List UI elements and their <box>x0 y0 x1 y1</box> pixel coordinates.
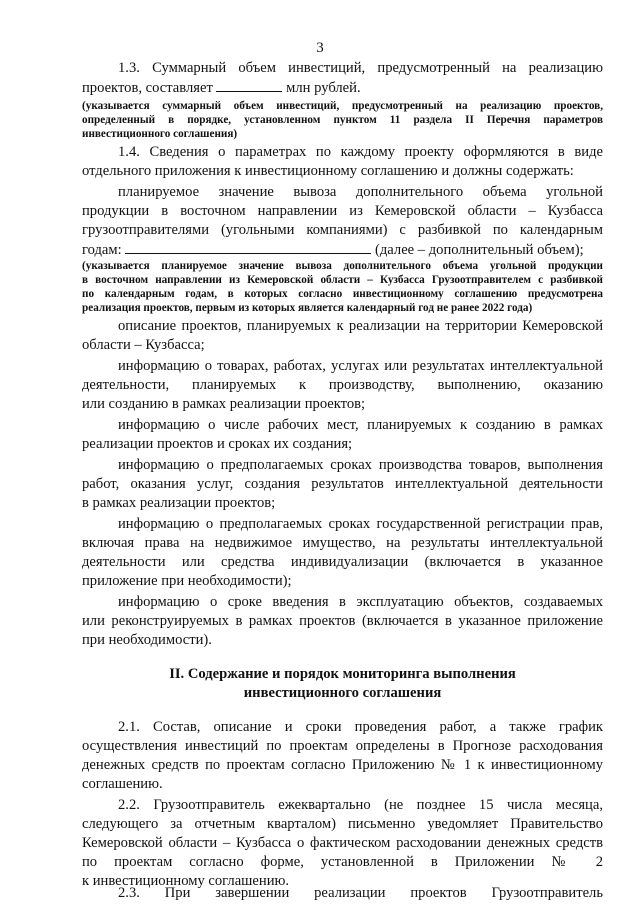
note-line: в восточном направлении из Кемеровской области – Кузбасса Грузоотправителем с разбивкой <box>82 274 603 286</box>
blank-field <box>125 240 371 254</box>
text-line: соглашению. <box>82 776 163 792</box>
blank-field <box>216 78 282 92</box>
text-line: 2.2. Грузоотправитель ежеквартально (не позднее 15 числа месяца, <box>118 797 603 813</box>
page-number: 3 <box>316 40 324 56</box>
text-line: 1.4. Сведения о параметрах по каждому проекту оформляются в виде <box>118 144 603 160</box>
text-line: 1.3. Суммарный объем инвестиций, предусмотренный на реализацию <box>118 60 603 76</box>
text-line: по проектам согласно форме, установленной в Приложении № 2 <box>82 854 603 870</box>
note-line: определенный в порядке, установленном пунктом 11 раздела II Перечня параметров <box>82 114 603 126</box>
text-line: информацию о предполагаемых сроках производства товаров, выполнения <box>118 457 603 473</box>
text-line: включая права на недвижимое имущество, на результаты интеллектуальной <box>82 535 603 551</box>
text-line: информацию о предполагаемых сроках государственной регистрации прав, <box>118 516 603 532</box>
text-line: следующего за отчетным кварталом) письменно уведомляет Правительство <box>82 816 603 832</box>
text-line: денежных средств по проектам согласно Приложению № 1 к инвестиционному <box>82 757 603 773</box>
text-line: деятельности или средства индивидуализации (включается в указанное <box>82 554 603 570</box>
text-line: продукции в восточном направлении из Кемеровской области – Кузбасса <box>82 203 603 219</box>
text-line: описание проектов, планируемых к реализации на территории Кемеровской <box>118 318 603 334</box>
note-line: реализация проектов, первым из которых является календарный год не ранее 2022 года) <box>82 302 533 314</box>
text-line: реализации проектов и сроках их создания; <box>82 436 353 452</box>
text-line: или созданию в рамках реализации проектов; <box>82 396 366 412</box>
text-line: информацию о сроке введения в эксплуатацию объектов, создаваемых <box>118 594 603 610</box>
section-heading: II. Содержание и порядок мониторинга выполнения <box>169 666 516 682</box>
text-line: осуществления инвестиций по проектам определены в Прогнозе расходования <box>82 738 603 754</box>
text-line: годам: (далее – дополнительный объем); <box>82 242 584 258</box>
text-line: при необходимости). <box>82 632 212 648</box>
text-line: проектов, составляет млн рублей. <box>82 80 361 96</box>
note-line: (указывается планируемое значение вывоза дополнительного объема угольной продукции <box>82 260 603 272</box>
text-line: грузоотправителями (угольными компаниями) с разбивкой по календарным <box>82 222 603 238</box>
text-line: приложение при необходимости); <box>82 573 292 589</box>
text-line: информацию о товарах, работах, услугах или результатах интеллектуальной <box>118 358 603 374</box>
text-line: отдельного приложения к инвестиционному соглашению и должны содержать: <box>82 163 574 179</box>
text-line: планируемое значение вывоза дополнительного объема угольной <box>118 184 603 200</box>
text-line: 2.1. Состав, описание и сроки проведения работ, а также график <box>118 719 603 735</box>
text-line: 2.3. При завершении реализации проектов Грузоотправитель <box>118 885 603 901</box>
section-heading: инвестиционного соглашения <box>243 685 442 701</box>
text-line: области – Кузбасса; <box>82 337 205 353</box>
text-line: информацию о числе рабочих мест, планируемых к созданию в рамках <box>118 417 603 433</box>
note-line: (указывается суммарный объем инвестиций, предусмотренный на реализацию проектов, <box>82 100 603 112</box>
note-line: инвестиционного соглашения) <box>82 128 238 140</box>
text-line: или реконструируемых в рамках проектов (включается в указанное приложение <box>82 613 603 629</box>
text-line: деятельности, планируемых к производству, выполнению, оказанию <box>82 377 603 393</box>
text-line: работ, оказания услуг, создания результатов интеллектуальной деятельности <box>82 476 603 492</box>
text-line: Кемеровской области – Кузбасса о фактическом расходовании денежных средств <box>82 835 603 851</box>
note-line: по календарным годам, в которых согласно инвестиционному соглашению предусмотрена <box>82 288 603 300</box>
text-line: в рамках реализации проектов; <box>82 495 276 511</box>
text-line: к инвестиционному соглашению. <box>82 873 290 889</box>
